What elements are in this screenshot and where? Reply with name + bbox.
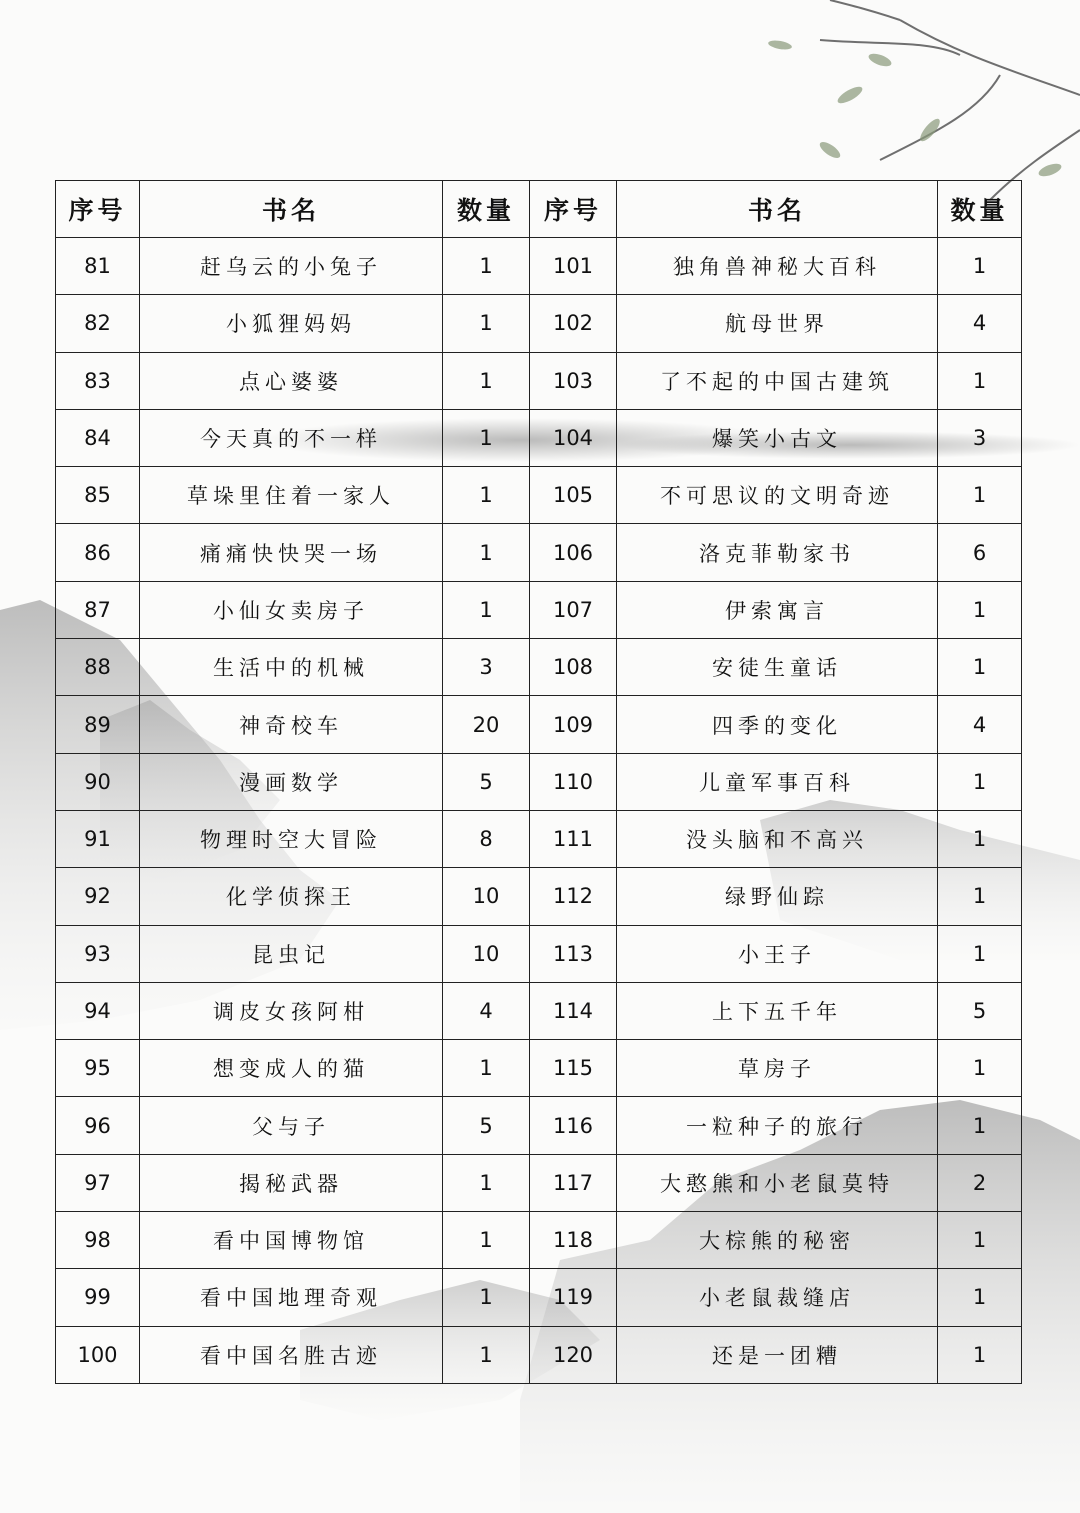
cell-right-index: 104 — [530, 409, 617, 466]
cell-right-index: 110 — [530, 753, 617, 810]
cell-left-index: 92 — [56, 868, 140, 925]
cell-left-title: 揭秘武器 — [140, 1154, 443, 1211]
table-row — [56, 982, 1022, 1039]
cell-right-index: 102 — [530, 295, 617, 352]
table-row — [56, 810, 1022, 867]
table-row — [56, 753, 1022, 810]
cell-right-title: 四季的变化 — [617, 696, 938, 753]
cell-left-index: 88 — [56, 639, 140, 696]
cell-left-title: 想变成人的猫 — [140, 1040, 443, 1097]
cell-left-title: 看中国博物馆 — [140, 1212, 443, 1269]
cell-right-index: 115 — [530, 1040, 617, 1097]
table-row — [56, 696, 1022, 753]
cell-left-qty: 8 — [443, 810, 530, 867]
cell-right-qty: 2 — [938, 1154, 1022, 1211]
cell-right-qty: 1 — [938, 1326, 1022, 1383]
cell-left-qty: 1 — [443, 295, 530, 352]
header-left-index: 序号 — [56, 181, 140, 238]
cell-left-index: 94 — [56, 982, 140, 1039]
cell-right-qty: 5 — [938, 982, 1022, 1039]
cell-left-title: 调皮女孩阿柑 — [140, 982, 443, 1039]
cell-left-title: 小仙女卖房子 — [140, 581, 443, 638]
cell-left-title: 生活中的机械 — [140, 639, 443, 696]
cell-left-title: 化学侦探王 — [140, 868, 443, 925]
cell-right-title: 独角兽神秘大百科 — [617, 238, 938, 295]
cell-left-index: 100 — [56, 1326, 140, 1383]
book-list-table — [55, 180, 1022, 1384]
cell-left-qty: 1 — [443, 581, 530, 638]
cell-right-title: 儿童军事百科 — [617, 753, 938, 810]
cell-left-index: 83 — [56, 352, 140, 409]
header-left-title: 书名 — [140, 181, 443, 238]
cell-right-title: 洛克菲勒家书 — [617, 524, 938, 581]
cell-right-index: 109 — [530, 696, 617, 753]
cell-right-qty: 1 — [938, 925, 1022, 982]
cell-left-title: 漫画数学 — [140, 753, 443, 810]
cell-left-index: 85 — [56, 467, 140, 524]
cell-left-index: 97 — [56, 1154, 140, 1211]
cell-left-index: 82 — [56, 295, 140, 352]
cell-left-title: 物理时空大冒险 — [140, 810, 443, 867]
cell-right-title: 上下五千年 — [617, 982, 938, 1039]
cell-right-index: 105 — [530, 467, 617, 524]
cell-left-index: 86 — [56, 524, 140, 581]
cell-left-qty: 1 — [443, 1154, 530, 1211]
cell-right-title: 大棕熊的秘密 — [617, 1212, 938, 1269]
table-row — [56, 524, 1022, 581]
cell-right-index: 118 — [530, 1212, 617, 1269]
table-row — [56, 1097, 1022, 1154]
cell-left-qty: 10 — [443, 868, 530, 925]
cell-left-qty: 5 — [443, 753, 530, 810]
table-row — [56, 238, 1022, 295]
cell-right-title: 爆笑小古文 — [617, 409, 938, 466]
table-row — [56, 1212, 1022, 1269]
cell-left-qty: 10 — [443, 925, 530, 982]
cell-right-qty: 1 — [938, 581, 1022, 638]
cell-right-qty: 1 — [938, 352, 1022, 409]
cell-right-qty: 1 — [938, 1040, 1022, 1097]
cell-left-title: 神奇校车 — [140, 696, 443, 753]
table-row — [56, 1154, 1022, 1211]
cell-left-qty: 1 — [443, 352, 530, 409]
cell-right-qty: 1 — [938, 639, 1022, 696]
cell-right-qty: 1 — [938, 1097, 1022, 1154]
header-left-qty: 数量 — [443, 181, 530, 238]
cell-left-qty: 1 — [443, 1326, 530, 1383]
cell-right-title: 了不起的中国古建筑 — [617, 352, 938, 409]
cell-right-title: 航母世界 — [617, 295, 938, 352]
cell-left-index: 89 — [56, 696, 140, 753]
cell-right-title: 伊索寓言 — [617, 581, 938, 638]
cell-left-index: 81 — [56, 238, 140, 295]
cell-right-index: 101 — [530, 238, 617, 295]
cell-right-title: 安徒生童话 — [617, 639, 938, 696]
cell-left-index: 93 — [56, 925, 140, 982]
cell-left-index: 96 — [56, 1097, 140, 1154]
cell-right-index: 106 — [530, 524, 617, 581]
table-row — [56, 581, 1022, 638]
cell-right-qty: 1 — [938, 467, 1022, 524]
cell-left-qty: 1 — [443, 467, 530, 524]
cell-left-qty: 3 — [443, 639, 530, 696]
cell-right-index: 114 — [530, 982, 617, 1039]
cell-right-qty: 1 — [938, 810, 1022, 867]
cell-right-qty: 1 — [938, 1212, 1022, 1269]
table-row — [56, 467, 1022, 524]
cell-left-qty: 1 — [443, 524, 530, 581]
cell-left-qty: 1 — [443, 1212, 530, 1269]
table-row — [56, 1040, 1022, 1097]
cell-right-index: 119 — [530, 1269, 617, 1326]
cell-right-title: 大憨熊和小老鼠莫特 — [617, 1154, 938, 1211]
table-row — [56, 925, 1022, 982]
cell-right-qty: 4 — [938, 696, 1022, 753]
leaf-decoration — [767, 39, 1062, 179]
cell-left-index: 95 — [56, 1040, 140, 1097]
cell-left-title: 草垛里住着一家人 — [140, 467, 443, 524]
cell-left-title: 痛痛快快哭一场 — [140, 524, 443, 581]
cell-left-title: 看中国名胜古迹 — [140, 1326, 443, 1383]
cell-left-index: 84 — [56, 409, 140, 466]
cell-right-qty: 1 — [938, 238, 1022, 295]
cell-left-qty: 20 — [443, 696, 530, 753]
cell-right-qty: 1 — [938, 753, 1022, 810]
cell-left-title: 昆虫记 — [140, 925, 443, 982]
cell-left-qty: 1 — [443, 409, 530, 466]
header-right-index: 序号 — [530, 181, 617, 238]
header-right-qty: 数量 — [938, 181, 1022, 238]
cell-right-title: 不可思议的文明奇迹 — [617, 467, 938, 524]
cell-right-index: 103 — [530, 352, 617, 409]
table-row — [56, 409, 1022, 466]
cell-left-index: 91 — [56, 810, 140, 867]
cell-left-qty: 1 — [443, 238, 530, 295]
table-row — [56, 295, 1022, 352]
cell-right-qty: 1 — [938, 1269, 1022, 1326]
cell-right-index: 107 — [530, 581, 617, 638]
cell-right-qty: 6 — [938, 524, 1022, 581]
cell-right-index: 113 — [530, 925, 617, 982]
cell-right-qty: 1 — [938, 868, 1022, 925]
cell-right-index: 112 — [530, 868, 617, 925]
cell-left-title: 看中国地理奇观 — [140, 1269, 443, 1326]
cell-left-qty: 1 — [443, 1040, 530, 1097]
table-row — [56, 352, 1022, 409]
cell-right-title: 小老鼠裁缝店 — [617, 1269, 938, 1326]
cell-right-index: 117 — [530, 1154, 617, 1211]
cell-right-qty: 4 — [938, 295, 1022, 352]
cell-right-title: 草房子 — [617, 1040, 938, 1097]
cell-left-title: 点心婆婆 — [140, 352, 443, 409]
table-row — [56, 639, 1022, 696]
cell-left-title: 父与子 — [140, 1097, 443, 1154]
cell-left-qty: 1 — [443, 1269, 530, 1326]
cell-right-title: 小王子 — [617, 925, 938, 982]
cell-left-index: 98 — [56, 1212, 140, 1269]
table-header-row — [56, 181, 1022, 238]
cell-left-qty: 5 — [443, 1097, 530, 1154]
table-row — [56, 1269, 1022, 1326]
cell-left-index: 90 — [56, 753, 140, 810]
cell-right-title: 一粒种子的旅行 — [617, 1097, 938, 1154]
cell-left-title: 小狐狸妈妈 — [140, 295, 443, 352]
cell-right-qty: 3 — [938, 409, 1022, 466]
cell-right-title: 没头脑和不高兴 — [617, 810, 938, 867]
cell-left-qty: 4 — [443, 982, 530, 1039]
cell-right-index: 120 — [530, 1326, 617, 1383]
cell-left-index: 99 — [56, 1269, 140, 1326]
cell-right-index: 111 — [530, 810, 617, 867]
cell-right-title: 绿野仙踪 — [617, 868, 938, 925]
cell-right-title: 还是一团糟 — [617, 1326, 938, 1383]
table-row — [56, 1326, 1022, 1383]
cell-left-title: 赶乌云的小兔子 — [140, 238, 443, 295]
cell-right-index: 116 — [530, 1097, 617, 1154]
cell-left-title: 今天真的不一样 — [140, 409, 443, 466]
cell-left-index: 87 — [56, 581, 140, 638]
table-row — [56, 868, 1022, 925]
cell-right-index: 108 — [530, 639, 617, 696]
header-right-title: 书名 — [617, 181, 938, 238]
